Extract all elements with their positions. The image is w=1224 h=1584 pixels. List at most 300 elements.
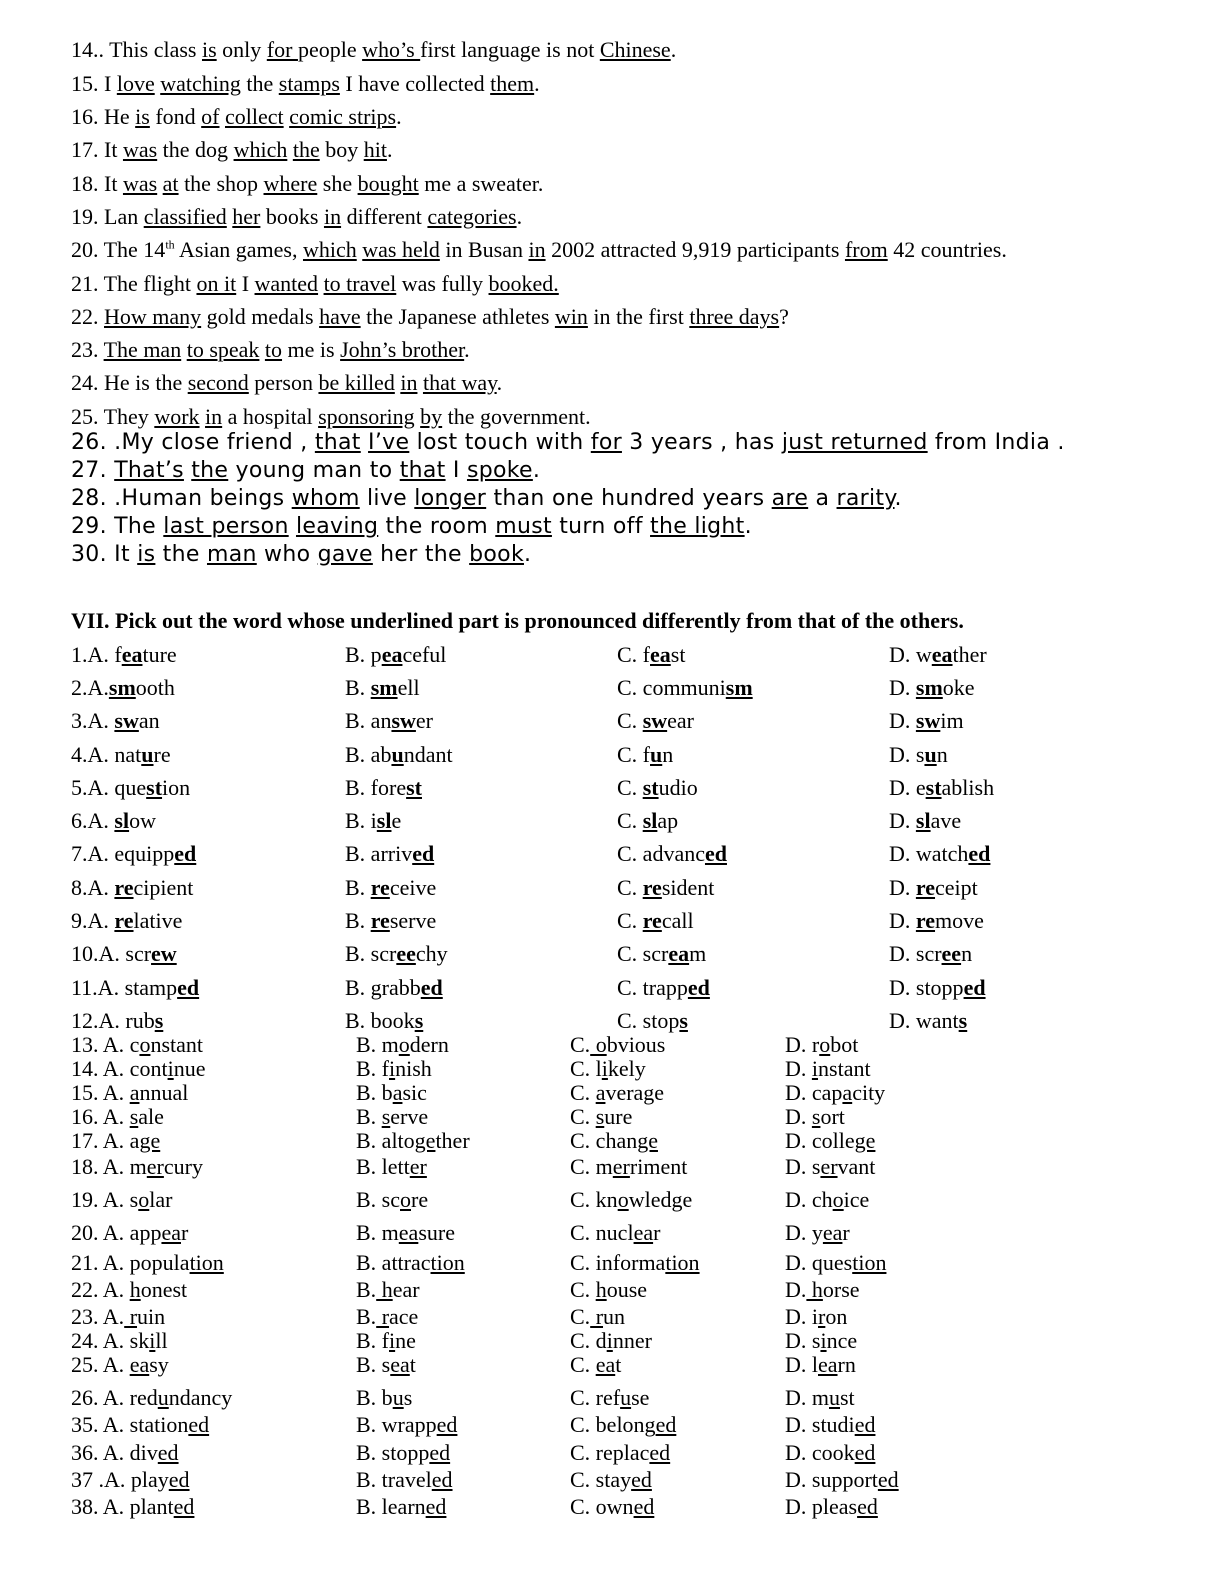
word-part: nner	[612, 1328, 652, 1353]
answer-option	[71, 841, 196, 867]
sentence-line	[71, 237, 1007, 263]
word-part: 26. A. red	[71, 1385, 158, 1410]
word-part: st	[670, 642, 686, 667]
answer-option	[570, 1128, 658, 1154]
underlined-sound	[146, 775, 162, 800]
underlined-segment: leaving	[295, 514, 379, 539]
sentence-line	[71, 404, 591, 430]
word-part: D.	[785, 1056, 812, 1081]
word-part: on	[825, 1304, 848, 1329]
underlined-segment: for	[266, 37, 298, 62]
word-part: serve	[389, 908, 437, 933]
text-segment: .	[744, 514, 752, 539]
answer-option	[356, 1440, 450, 1466]
word-part: riment	[629, 1154, 688, 1179]
answer-option	[71, 1080, 188, 1106]
word-part: nue	[173, 1056, 206, 1081]
word-part: ave	[930, 808, 962, 833]
word-part: r	[842, 1220, 850, 1245]
underlined-sound	[668, 941, 689, 966]
text-segment: fond	[149, 104, 202, 129]
text-segment: .	[516, 204, 523, 229]
bold-sound: ea	[650, 642, 671, 667]
answer-option	[889, 775, 994, 801]
underlined-sound	[942, 941, 962, 966]
word-part: im	[940, 708, 964, 733]
bold-sound: re	[915, 908, 936, 933]
answer-option	[345, 941, 448, 967]
word-part: 23. A.	[71, 1304, 125, 1329]
word-part: B. b	[356, 1080, 393, 1105]
text-segment: different	[341, 204, 428, 229]
answer-option	[356, 1412, 457, 1438]
word-part: B.	[356, 1277, 377, 1302]
word-part: an	[138, 708, 160, 733]
word-part: nstant	[150, 1032, 204, 1057]
word-part: B. travel	[356, 1467, 432, 1492]
underlined-sound: tion	[852, 1250, 887, 1275]
text-segment: she	[317, 171, 358, 196]
answer-option	[617, 642, 685, 668]
text-segment: I	[445, 458, 467, 483]
word-part: 1.A. f	[71, 642, 122, 667]
bold-sound: re	[915, 875, 936, 900]
word-part: 14. A. cont	[71, 1056, 168, 1081]
item-number: 22.	[71, 304, 99, 329]
answer-option	[71, 1412, 209, 1438]
word-part: B. i	[345, 808, 377, 833]
text-segment: It	[106, 542, 138, 567]
underlined-sound	[155, 1008, 164, 1033]
word-part: B. attrac	[356, 1250, 431, 1275]
bold-sound: ed	[704, 841, 727, 866]
word-part: B. f	[356, 1056, 389, 1081]
text-segment: .	[670, 37, 677, 62]
answer-option	[356, 1187, 428, 1213]
answer-option	[71, 1008, 163, 1034]
answer-option	[785, 1467, 899, 1493]
word-part: uin	[137, 1304, 166, 1329]
text-segment: boy	[319, 137, 364, 162]
underlined-sound	[916, 908, 935, 933]
underlined-segment: that way	[422, 370, 497, 395]
word-part: onest	[140, 1277, 188, 1302]
word-part: D. ch	[785, 1187, 833, 1212]
answer-option	[889, 908, 984, 934]
word-part: 16. A.	[71, 1104, 130, 1129]
answer-option	[889, 642, 987, 668]
answer-option	[356, 1250, 465, 1276]
underlined-segment: bought	[357, 171, 419, 196]
text-segment: the	[240, 71, 279, 96]
underlined-sound	[643, 775, 659, 800]
underlined-sound: ea	[129, 1352, 150, 1377]
answer-option	[345, 642, 446, 668]
underlined-sound: ed	[877, 1467, 899, 1492]
underlined-segment: on it	[196, 271, 237, 296]
word-part: B. stopp	[356, 1440, 430, 1465]
bold-sound: re	[370, 908, 390, 933]
text-segment: .	[386, 137, 393, 162]
word-part: D. support	[785, 1467, 878, 1492]
answer-option	[356, 1277, 420, 1303]
bold-sound: sw	[642, 708, 668, 733]
bold-sound: ed	[687, 975, 710, 1000]
bold-sound: s	[414, 1008, 424, 1033]
word-part: 6.A.	[71, 808, 115, 833]
section-seven-heading: VII. Pick out the word whose underlined part is pronounced differently from that of the others.	[71, 608, 964, 633]
word-part: udio	[658, 775, 698, 800]
item-number: 29.	[71, 514, 107, 539]
word-part: D. e	[889, 775, 926, 800]
underlined-segment: was	[122, 137, 158, 162]
word-part: D. i	[785, 1304, 818, 1329]
word-part: ap	[657, 808, 679, 833]
underlined-sound: ea	[633, 1220, 654, 1245]
item-number: 18.	[71, 171, 99, 196]
word-part: 9.A.	[71, 908, 115, 933]
underlined-sound: a	[392, 1080, 403, 1105]
text-segment: It	[98, 137, 123, 162]
word-part: s	[403, 1385, 413, 1410]
word-part: B. b	[356, 1385, 393, 1410]
underlined-sound: a	[842, 1080, 853, 1105]
word-part: C.	[570, 1352, 596, 1377]
underlined-sound: u	[829, 1385, 840, 1410]
underlined-sound	[421, 975, 443, 1000]
underlined-sound	[926, 775, 942, 800]
sentence-line	[71, 271, 559, 297]
answer-option	[785, 1154, 875, 1180]
word-part: sure	[418, 1220, 455, 1245]
answer-option	[570, 1467, 652, 1493]
text-segment: than one hundred years	[486, 486, 772, 511]
word-part: B. book	[345, 1008, 415, 1033]
underlined-segment: categories	[427, 204, 517, 229]
answer-option	[345, 708, 433, 734]
word-part: ndant	[403, 742, 453, 767]
underlined-segment: the	[292, 137, 320, 162]
underlined-sound	[141, 742, 153, 767]
word-part: ion	[162, 775, 191, 800]
text-segment: the government.	[442, 404, 591, 429]
word-part: cury	[163, 1154, 203, 1179]
underlined-sound	[964, 975, 986, 1000]
answer-option	[889, 742, 948, 768]
item-number: 16.	[71, 104, 99, 129]
text-segment: who	[256, 542, 318, 567]
answer-option	[617, 808, 678, 834]
word-part: C. advanc	[617, 841, 705, 866]
underlined-sound: er	[612, 1154, 630, 1179]
underlined-sound: h	[376, 1277, 393, 1302]
text-segment: The 14	[98, 237, 166, 262]
word-part: se	[631, 1385, 650, 1410]
underlined-sound: h	[806, 1277, 823, 1302]
underlined-segment: have	[319, 304, 361, 329]
answer-option	[570, 1220, 660, 1246]
underlined-segment: booked.	[488, 271, 559, 296]
text-segment: Asian games,	[174, 237, 303, 262]
word-part: 20. A. app	[71, 1220, 162, 1245]
answer-option	[345, 875, 436, 901]
word-part: nstant	[818, 1056, 871, 1081]
underlined-sound: ed	[425, 1494, 447, 1519]
underlined-sound: ed	[429, 1440, 451, 1465]
underlined-sound	[371, 875, 390, 900]
word-part: C.	[570, 1032, 591, 1057]
item-number: 30.	[71, 542, 107, 567]
word-part: D. cap	[785, 1080, 843, 1105]
text-segment: The	[106, 514, 164, 539]
word-part: 25. A.	[71, 1352, 130, 1377]
word-part: C.	[617, 808, 643, 833]
answer-option	[785, 1304, 847, 1330]
word-part: lar	[149, 1187, 173, 1212]
answer-option	[617, 1008, 688, 1034]
word-part: C.	[570, 1304, 591, 1329]
bold-sound: sm	[108, 675, 136, 700]
item-number: 24.	[71, 370, 99, 395]
word-part: call	[661, 908, 694, 933]
word-part: dern	[409, 1032, 449, 1057]
answer-option	[71, 975, 199, 1001]
word-part: 36. A. div	[71, 1440, 158, 1465]
underlined-segment: book	[469, 542, 524, 567]
word-part: un	[603, 1304, 626, 1329]
underlined-segment: just returned	[781, 430, 928, 455]
underlined-sound	[643, 875, 662, 900]
word-part: bvious	[606, 1032, 666, 1057]
answer-option	[356, 1220, 455, 1246]
answer-option	[570, 1385, 649, 1411]
text-segment: .	[532, 458, 541, 483]
bold-sound: sl	[376, 808, 392, 833]
bold-sound: sl	[915, 808, 931, 833]
underlined-sound: s	[381, 1104, 391, 1129]
word-part: 12.A. rub	[71, 1008, 155, 1033]
bold-sound: ed	[174, 841, 197, 866]
text-segment	[289, 514, 296, 539]
sentence-line	[71, 71, 540, 97]
underlined-segment: are	[771, 486, 809, 511]
underlined-segment: is	[137, 542, 156, 567]
underlined-sound	[643, 808, 658, 833]
underlined-segment: is	[201, 37, 217, 62]
word-part: C. replac	[570, 1440, 650, 1465]
text-segment: ?	[779, 304, 789, 329]
bold-sound: sm	[915, 675, 943, 700]
answer-option	[785, 1277, 860, 1303]
underlined-sound: tion	[665, 1250, 700, 1275]
underlined-sound: o	[398, 1032, 410, 1057]
underlined-sound: i	[167, 1056, 174, 1081]
sentence-line	[71, 37, 676, 63]
word-part: C.	[617, 875, 643, 900]
text-segment: .Human beings	[106, 486, 292, 511]
underlined-segment: three days	[689, 304, 780, 329]
underlined-segment: who’s	[362, 37, 421, 62]
underlined-sound	[968, 841, 990, 866]
underlined-sound: i	[149, 1328, 156, 1353]
answer-option	[345, 975, 443, 1001]
word-part: ooth	[135, 675, 175, 700]
answer-option	[356, 1304, 418, 1330]
answer-option	[356, 1128, 470, 1154]
underlined-segment: win	[554, 304, 588, 329]
word-part: sic	[402, 1080, 427, 1105]
underlined-segment: rarity	[836, 486, 895, 511]
text-segment: the shop	[178, 171, 264, 196]
underlined-segment: to speak	[186, 337, 260, 362]
word-part: B. sc	[356, 1187, 400, 1212]
underlined-sound	[916, 875, 935, 900]
underlined-sound: ge	[637, 1128, 658, 1153]
word-part: C. f	[617, 642, 650, 667]
underlined-sound: o	[832, 1187, 844, 1212]
item-number: 26.	[71, 430, 107, 455]
word-part: 8.A.	[71, 875, 115, 900]
answer-option	[356, 1154, 427, 1180]
underlined-sound: i	[389, 1056, 396, 1081]
answer-option	[617, 975, 710, 1001]
word-part: lative	[133, 908, 183, 933]
underlined-sound: u	[157, 1385, 169, 1410]
answer-option	[71, 908, 182, 934]
underlined-segment: which	[302, 237, 357, 262]
underlined-sound: s	[595, 1104, 605, 1129]
underlined-segment: was	[122, 171, 158, 196]
bold-sound: s	[958, 1008, 968, 1033]
underlined-sound: i	[811, 1056, 819, 1081]
bold-sound: ee	[396, 941, 416, 966]
bold-sound: ea	[381, 642, 403, 667]
answer-option	[785, 1104, 845, 1130]
underlined-sound	[377, 808, 392, 833]
word-part: ther	[435, 1128, 470, 1153]
word-part: 2.A.	[71, 675, 109, 700]
word-part: m	[689, 941, 707, 966]
word-part: D. want	[889, 1008, 959, 1033]
underlined-sound: ed	[173, 1494, 195, 1519]
word-part: C. own	[570, 1494, 634, 1519]
bold-sound: sl	[642, 808, 658, 833]
answer-option	[71, 808, 156, 834]
text-segment: only	[216, 37, 267, 62]
word-part: ace	[389, 1304, 419, 1329]
text-segment: 2002 attracted 9,919 participants	[545, 237, 845, 262]
underlined-segment: comic strips	[289, 104, 397, 129]
underlined-segment: stamps	[278, 71, 340, 96]
word-part: 11.A. stamp	[71, 975, 178, 1000]
sentence-line	[71, 304, 789, 330]
underlined-sound: i	[606, 1328, 613, 1353]
underlined-sound: u	[620, 1385, 632, 1410]
word-part: orse	[822, 1277, 860, 1302]
answer-option	[889, 708, 964, 734]
answer-option	[889, 841, 990, 867]
text-segment: from India .	[927, 430, 1065, 455]
underlined-segment: was held	[362, 237, 440, 262]
answer-option	[356, 1056, 432, 1082]
word-part: D. r	[785, 1032, 820, 1057]
answer-option	[785, 1494, 878, 1520]
word-part: C. kn	[570, 1187, 618, 1212]
word-part: 13. A. c	[71, 1032, 140, 1057]
underlined-sound	[391, 708, 415, 733]
underlined-sound	[371, 908, 390, 933]
text-segment: .	[496, 370, 503, 395]
underlined-sound: i	[601, 1056, 608, 1081]
word-part: C. m	[570, 1154, 613, 1179]
answer-option	[345, 775, 422, 801]
underlined-sound: h	[129, 1277, 141, 1302]
underlined-segment: in	[205, 404, 223, 429]
answer-option	[356, 1104, 428, 1130]
underlined-segment: collect	[225, 104, 284, 129]
underlined-segment: the	[191, 458, 229, 483]
bold-sound: sw	[915, 708, 941, 733]
text-segment: live	[359, 486, 415, 511]
answer-option	[71, 642, 177, 668]
underlined-sound	[916, 675, 943, 700]
word-part: D. w	[889, 642, 932, 667]
word-part: C. chan	[570, 1128, 638, 1153]
answer-option	[785, 1385, 855, 1411]
bold-sound: re	[642, 908, 662, 933]
word-part: C. stay	[570, 1467, 632, 1492]
answer-option	[71, 708, 160, 734]
answer-option	[570, 1154, 687, 1180]
underlined-sound	[688, 975, 710, 1000]
underlined-sound: ed	[168, 1467, 190, 1492]
underlined-segment: them	[490, 71, 535, 96]
word-part: st	[840, 1385, 855, 1410]
text-segment: This class	[104, 37, 202, 62]
underlined-segment: How many	[104, 304, 202, 329]
underlined-sound: er	[409, 1154, 427, 1179]
word-part: C. belong	[570, 1412, 656, 1437]
answer-option	[570, 1187, 692, 1213]
answer-option	[889, 941, 972, 967]
underlined-sound: er	[820, 1154, 838, 1179]
word-part: r	[653, 1220, 661, 1245]
text-segment	[361, 430, 368, 455]
underlined-segment: Chinese	[599, 37, 671, 62]
answer-option	[617, 875, 714, 901]
underlined-sound	[650, 742, 662, 767]
word-part: r	[180, 1220, 189, 1245]
underlined-sound: a	[129, 1080, 140, 1105]
answer-option	[785, 1220, 850, 1246]
word-part: ndancy	[168, 1385, 233, 1410]
underlined-segment: wanted	[254, 271, 319, 296]
underlined-sound	[959, 1008, 968, 1033]
word-part: B. an	[345, 708, 392, 733]
answer-option	[345, 808, 401, 834]
word-part: ice	[843, 1187, 870, 1212]
answer-option	[785, 1328, 857, 1354]
underlined-sound: ge	[414, 1128, 436, 1153]
underlined-segment: to travel	[323, 271, 397, 296]
answer-option	[889, 675, 975, 701]
word-part: 5.A. que	[71, 775, 147, 800]
word-part: C. ref	[570, 1385, 621, 1410]
word-part: C. stop	[617, 1008, 680, 1033]
underlined-segment: whom	[291, 486, 360, 511]
word-part: 38. A. plant	[71, 1494, 174, 1519]
underlined-sound: ea	[390, 1352, 410, 1377]
